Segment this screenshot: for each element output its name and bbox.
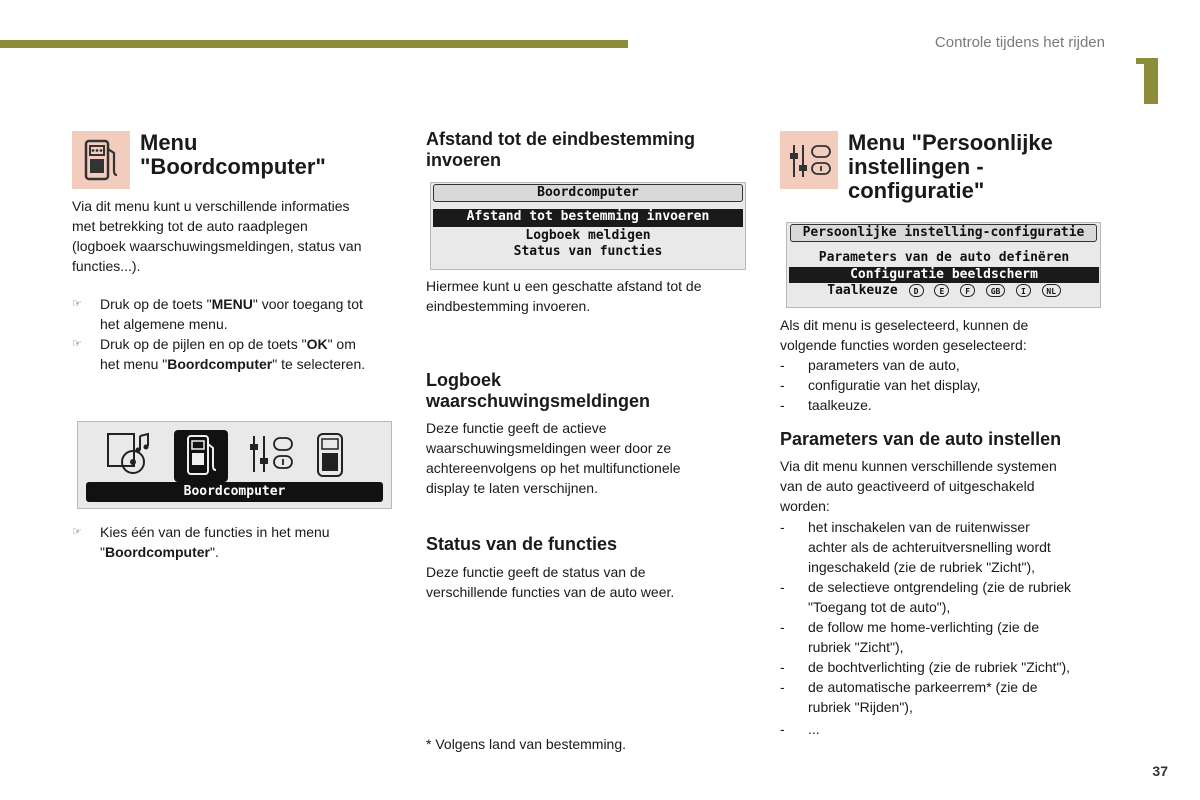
step-arrow-icon: ☞ xyxy=(72,526,82,538)
intro-text xyxy=(72,196,402,276)
menu-title-boordcomputer: Menu "Boordcomputer" xyxy=(140,130,326,179)
display-item: Logboek meldigen xyxy=(525,228,651,243)
display-header: Persoonlijke instelling-configuratie xyxy=(790,224,1097,242)
status-text: Deze functie geeft de status van de verschillende functies van de auto weer. xyxy=(426,564,675,600)
language-i-icon: I xyxy=(1016,284,1031,297)
language-nl-icon: NL xyxy=(1042,284,1061,297)
list-item: - de automatische parkeerrem* (zie de rubriek "Rijden"), xyxy=(780,679,1038,715)
section-title-parameters: Parameters van de auto instellen xyxy=(780,429,1062,449)
footnote: * Volgens land van bestemming. xyxy=(426,736,627,752)
fuel-pump-icon xyxy=(72,131,130,189)
display-item: Parameters van de auto definëren xyxy=(818,250,1070,265)
step-arrow-icon: ☞ xyxy=(72,338,82,350)
step-text: Kies één van de functies in het menu "Boordcomputer". xyxy=(100,524,330,560)
display-selected-item: Configuratie beeldscherm xyxy=(789,267,1099,283)
intro-line: met betrekking tot de auto raadplegen xyxy=(72,218,308,234)
list-item: - taalkeuze. xyxy=(780,397,872,413)
intro-line: Via dit menu kunt u verschillende informaties xyxy=(72,198,350,214)
phone-icon xyxy=(318,434,342,476)
language-d-icon: D xyxy=(909,284,924,297)
persoonlijke-intro: Als dit menu is geselecteerd, kunnen de volgende functies worden geselecteerd: xyxy=(780,317,1029,353)
section-title-logboek: Logboek waarschuwingsmeldingen xyxy=(426,370,651,411)
media-icon xyxy=(108,434,149,473)
step-arrow-icon: ☞ xyxy=(72,298,82,310)
list-item: - ... xyxy=(780,721,820,737)
display-selection-label: Boordcomputer xyxy=(183,484,286,499)
main-menu-display xyxy=(77,421,392,509)
list-item: - het inschakelen van de ruitenwisser achter als de achteruitversnelling wordt ingeschakeld (zie de rubriek "Zicht"), xyxy=(780,519,1051,575)
display-header: Boordcomputer xyxy=(433,184,743,202)
afstand-text: Hiermee kunt u een geschatte afstand tot de eindbestemming invoeren. xyxy=(426,278,702,314)
section-title-status: Status van de functies xyxy=(426,534,618,554)
instruction-step xyxy=(72,334,402,374)
persoonlijke-display xyxy=(786,222,1101,308)
header-rule xyxy=(0,40,628,48)
instruction-step xyxy=(72,522,402,562)
settings-sliders-icon xyxy=(250,436,292,472)
section-title-afstand: Afstand tot de eindbestemming invoeren xyxy=(426,129,696,170)
display-selected-item: Afstand tot bestemming invoeren xyxy=(433,209,743,227)
chapter-marker xyxy=(1136,58,1158,104)
intro-line: functies...). xyxy=(72,258,141,274)
display-item-language xyxy=(789,283,1099,299)
parameters-intro: Via dit menu kunnen verschillende systemen van de auto geactiveerd of uitgeschakeld worden: xyxy=(780,458,1057,514)
list-item: - parameters van de auto, xyxy=(780,357,960,373)
section-title: Controle tijdens het rijden xyxy=(934,34,1105,51)
language-e-icon: E xyxy=(934,284,949,297)
page-number: 37 xyxy=(1152,763,1168,779)
step-text: Druk op de toets "MENU" voor toegang tot het algemene menu. xyxy=(100,296,363,332)
step-text: Druk op de pijlen en op de toets "OK" om het menu "Boordcomputer" te selecteren. xyxy=(100,336,366,372)
logboek-text: Deze functie geeft de actieve waarschuwingsmeldingen weer door ze achtereenvolgens op het multifunctionele display te laten verschijnen. xyxy=(426,420,681,496)
intro-line: (logboek waarschuwingsmeldingen, status van xyxy=(72,238,362,254)
boordcomputer-display xyxy=(430,182,746,270)
language-label: Taalkeuze xyxy=(827,283,898,298)
instruction-step xyxy=(72,294,402,334)
language-f-icon: F xyxy=(960,284,975,297)
display-item: Status van functies xyxy=(513,244,663,259)
list-item: - de selectieve ontgrendeling (zie de rubriek "Toegang tot de auto"), xyxy=(780,579,1072,615)
list-item: - configuratie van het display, xyxy=(780,377,981,393)
settings-sliders-icon xyxy=(780,131,838,189)
list-item: - de follow me home-verlichting (zie de rubriek "Zicht"), xyxy=(780,619,1040,655)
menu-title-persoonlijke: Menu "Persoonlijke instellingen - configuratie" xyxy=(848,130,1053,203)
language-gb-icon: GB xyxy=(986,284,1005,297)
list-item: - de bochtverlichting (zie de rubriek "Zicht"), xyxy=(780,659,1071,675)
